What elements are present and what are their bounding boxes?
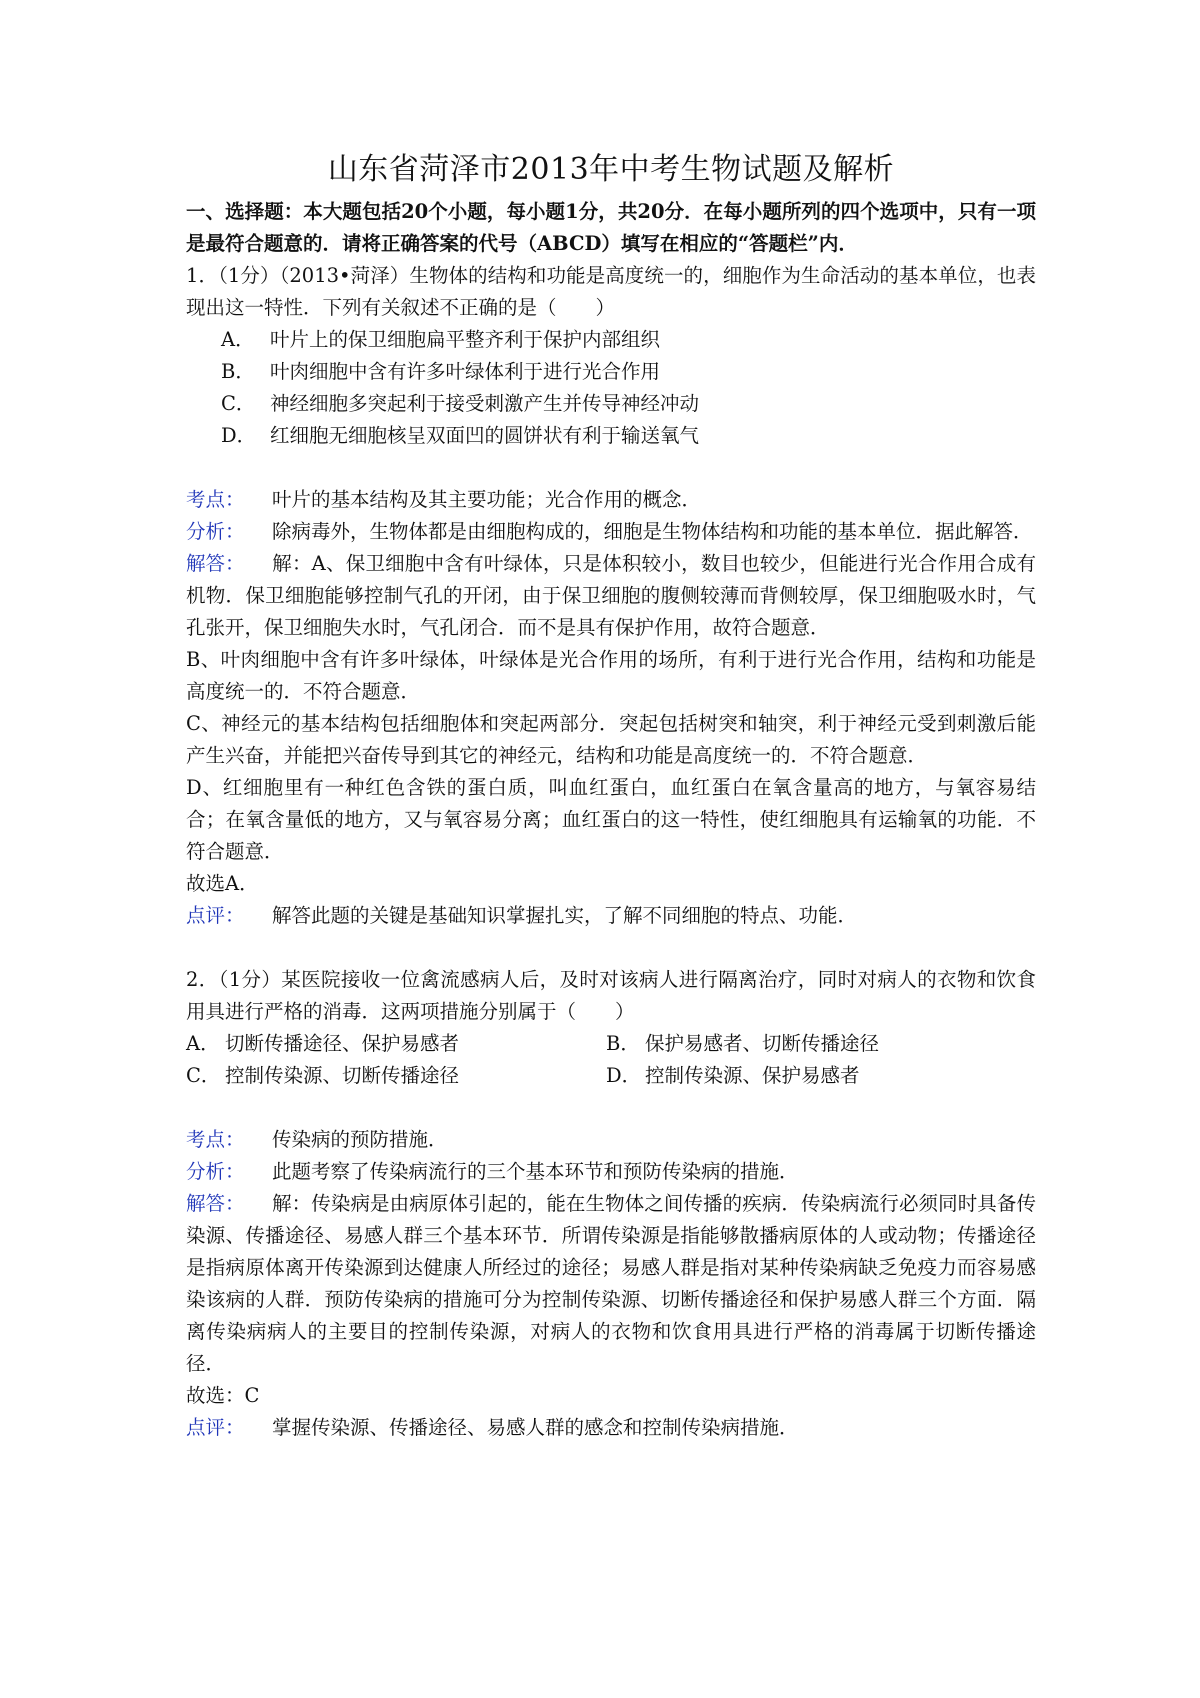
question-1-jieda xyxy=(186,548,1036,644)
question-2-dianping xyxy=(186,1412,1036,1444)
fenxi-label: 分析： xyxy=(186,520,245,543)
question-1-dianping xyxy=(186,900,1036,932)
question-2-kaodian xyxy=(186,1124,1036,1156)
jieda-text: 解：传染病是由病原体引起的，能在生物体之间传播的疾病．传染病流行必须同时具备传染源、传播途径、易感人群三个基本环节．所谓传染源是指能够散播病原体的人或动物；传播途径是指病原体离开传染源到达健康人所经过的途径；易感人群是指对某种传染病缺乏免疫力而容易感染该病的人群．预防传染病的措施可分为控制传染源、切断传播途径和保护易感人群三个方面．隔离传染病病人的主要目的控制传染源，对病人的衣物和饮食用具进行严格的消毒属于切断传播途径． xyxy=(186,1192,1036,1375)
page-title: 山东省菏泽市2013年中考生物试题及解析 xyxy=(327,152,895,187)
question-1-option-c xyxy=(221,388,1036,420)
question-2-option-c xyxy=(186,1060,606,1092)
fenxi-label: 分析： xyxy=(186,1160,245,1183)
question-1-jieda-b: B、叶肉细胞中含有许多叶绿体，叶绿体是光合作用的场所，有利于进行光合作用，结构和功能是高度统一的．不符合题意． xyxy=(186,648,1036,703)
jieda-label: 解答： xyxy=(186,1192,245,1215)
fenxi-text: 除病毒外，生物体都是由细胞构成的，细胞是生物体结构和功能的基本单位．据此解答． xyxy=(272,520,1033,543)
question-2-options xyxy=(186,1028,1036,1092)
spacer xyxy=(186,932,1036,964)
question-2-stem: 2．（1分）某医院接收一位禽流感病人后，及时对该病人进行隔离治疗，同时对病人的衣物和饮食用具进行严格的消毒．这两项措施分别属于（ ） xyxy=(186,968,1036,1023)
option-text: 控制传染源、切断传播途径 xyxy=(225,1064,460,1087)
dianping-text: 解答此题的关键是基础知识掌握扎实，了解不同细胞的特点、功能． xyxy=(272,904,858,927)
kaodian-label: 考点： xyxy=(186,488,245,511)
question-1-fenxi xyxy=(186,516,1036,548)
spacer xyxy=(186,1092,1036,1124)
question-1-kaodian xyxy=(186,484,1036,516)
dianping-text: 掌握传染源、传播途径、易感人群的感念和控制传染病措施． xyxy=(272,1416,799,1439)
question-2-option-b xyxy=(606,1028,1026,1060)
kaodian-text: 传染病的预防措施． xyxy=(272,1128,448,1151)
document-page xyxy=(186,150,1036,1444)
question-1-jieda-c: C、神经元的基本结构包括细胞体和突起两部分．突起包括树突和轴突，利于神经元受到刺激后能产生兴奋，并能把兴奋传导到其它的神经元，结构和功能是高度统一的．不符合题意． xyxy=(186,712,1036,767)
dianping-label: 点评： xyxy=(186,904,245,927)
option-letter: A． xyxy=(221,328,255,351)
option-letter: B． xyxy=(606,1032,640,1055)
question-1-jieda-d: D、红细胞里有一种红色含铁的蛋白质，叫血红蛋白，血红蛋白在氧含量高的地方，与氧容易结合；在氧含量低的地方，又与氧容易分离；血红蛋白的这一特性，使红细胞具有运输氧的功能．不符合题意． xyxy=(186,776,1036,863)
dianping-label: 点评： xyxy=(186,1416,245,1439)
option-letter: D． xyxy=(221,424,257,447)
question-1-options xyxy=(186,324,1036,452)
jieda-text: 解：A、保卫细胞中含有叶绿体，只是体积较小，数目也较少，但能进行光合作用合成有机物．保卫细胞能够控制气孔的开闭，由于保卫细胞的腹侧较薄而背侧较厚，保卫细胞吸水时，气孔张开，保卫细胞失水时，气孔闭合．而不是具有保护作用，故符合题意． xyxy=(186,552,1036,639)
question-2-answer: 故选：C xyxy=(186,1384,260,1407)
option-letter: C． xyxy=(186,1064,221,1087)
question-1-answer: 故选A． xyxy=(186,872,259,895)
kaodian-label: 考点： xyxy=(186,1128,245,1151)
option-letter: D． xyxy=(606,1064,642,1087)
spacer xyxy=(186,452,1036,484)
question-2-option-a xyxy=(186,1028,606,1060)
kaodian-text: 叶片的基本结构及其主要功能；光合作用的概念． xyxy=(272,488,702,511)
question-2-option-d xyxy=(606,1060,1026,1092)
option-letter: B． xyxy=(221,360,255,383)
option-text: 保护易感者、切断传播途径 xyxy=(645,1032,880,1055)
question-1-option-d xyxy=(221,420,1036,452)
question-1-stem: 1．（1分）（2013•菏泽）生物体的结构和功能是高度统一的，细胞作为生命活动的基本单位，也表现出这一特性．下列有关叙述不正确的是（ ） xyxy=(186,264,1036,319)
option-text: 叶肉细胞中含有许多叶绿体利于进行光合作用 xyxy=(270,360,661,383)
option-letter: C． xyxy=(221,392,256,415)
option-letter: A． xyxy=(186,1032,220,1055)
option-text: 切断传播途径、保护易感者 xyxy=(225,1032,460,1055)
question-1-option-a xyxy=(221,324,1036,356)
question-1-option-b xyxy=(221,356,1036,388)
option-text: 神经细胞多突起利于接受刺激产生并传导神经冲动 xyxy=(270,392,700,415)
option-text: 红细胞无细胞核呈双面凹的圆饼状有利于输送氧气 xyxy=(270,424,700,447)
option-text: 叶片上的保卫细胞扁平整齐利于保护内部组织 xyxy=(270,328,661,351)
question-2-jieda xyxy=(186,1188,1036,1380)
question-2-fenxi xyxy=(186,1156,1036,1188)
section-heading: 一、选择题：本大题包括20个小题，每小题1分，共20分．在每小题所列的四个选项中，只有一项是最符合题意的．请将正确答案的代号（ABCD）填写在相应的“答题栏”内． xyxy=(186,200,1036,255)
fenxi-text: 此题考察了传染病流行的三个基本环节和预防传染病的措施． xyxy=(272,1160,799,1183)
option-text: 控制传染源、保护易感者 xyxy=(645,1064,860,1087)
jieda-label: 解答： xyxy=(186,552,245,575)
